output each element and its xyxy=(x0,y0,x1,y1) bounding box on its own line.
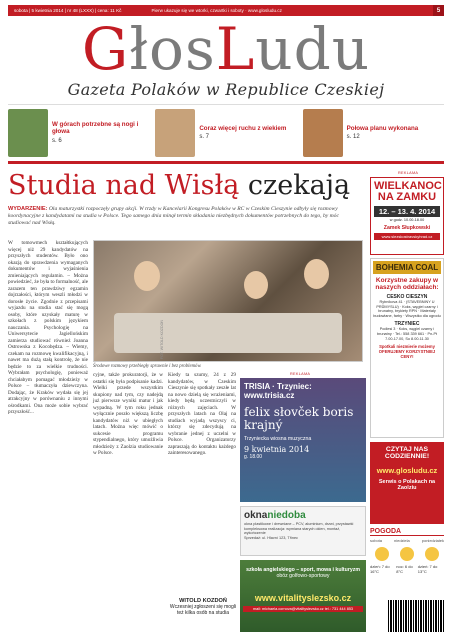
ad-trisia-artist: felix słovček boris krajný xyxy=(244,405,354,432)
teaser-text xyxy=(347,125,419,142)
logo-part-los: łos xyxy=(129,15,216,83)
sun-icon xyxy=(375,547,389,561)
teaser-page: s. 7 xyxy=(199,134,209,140)
teaser-thumbnail xyxy=(155,109,195,157)
bohemia-header: Korzystne zakupy w naszych oddziałach: xyxy=(375,277,439,291)
photo-person-shape xyxy=(244,271,268,299)
ad-trisia-time: g. 18.00 xyxy=(244,454,263,460)
weather-title: POGODA xyxy=(370,528,444,536)
lead-label: WYDARZENIE: xyxy=(8,206,48,212)
easter-title: WIELKANOC NA ZAMKU xyxy=(374,180,442,203)
ad-label: REKLAMA xyxy=(290,372,311,376)
teaser-title: Połowa planu wykonana xyxy=(346,124,419,132)
headline-red-part: Studia nad Wisłą xyxy=(8,170,248,201)
ad-vitality-line: szkoła angielskiego – sport, mowa i kulturyzm xyxy=(246,567,360,573)
page-number-badge: 5 xyxy=(433,5,444,16)
ad-vitality-url[interactable]: www.vitalityslezsko.cz xyxy=(254,593,352,603)
weather-icons xyxy=(370,547,444,561)
weather-day: sobota xyxy=(370,538,383,543)
weather-temp: noc: 6 do 8°C xyxy=(396,564,413,574)
ad-trisia-header: TRISIA xyxy=(244,382,270,391)
ad-trisia-date: 9 kwietnia 2014 xyxy=(244,445,310,454)
teaser-page: s. 6 xyxy=(52,137,62,144)
promo-subline: Serwis o Polakach na Zaolziu xyxy=(378,479,436,491)
issue-info: sobota | 5 kwietnia 2014 | nr 48 (LXXX) | cena: 11 Kč xyxy=(14,8,122,13)
bohemia-details: Podlesi 3 · Koks, węgiel czarny i brunatny · Tel.: 558 339 661 · Pn-Pt 7.00-17.00, So 8.00-11.30 xyxy=(376,327,438,341)
author-note: Wczesniej zgłoszeni się mogli też kilka osób na studia xyxy=(169,604,237,616)
logo-letter-l: L xyxy=(215,15,256,83)
sun-icon xyxy=(425,547,439,561)
promo-line: CODZIENNIE! xyxy=(384,453,430,460)
easter-castle: Zamek Słupkowski xyxy=(383,225,431,231)
ad-trisia-event: Trzyniecka wiosna muzyczna xyxy=(244,436,312,442)
bohemia-invite: Spotkali niezmierie możemy OFERUJEMY KORZYSTNIEJ CENY! xyxy=(378,344,436,360)
bohemia-logo: BOHEMIA COAL xyxy=(373,261,441,274)
teaser-title: Coraz więcej ruchu z wiekiem xyxy=(199,124,287,132)
weather-day: niedziela xyxy=(393,538,410,543)
lead-text: Ola maturzystki rozpoczęły grupy akcji. W trzdy w Kancelarii Kongresu Polaków w RC w Czeskim Cieszynie odbyły się rozmowy koordynacyjne z kandydatami na studia w Polsce. Tego samego dnia minął termin składania niezbędnych dokumentów potrzebnych do tego, by móc studiować nad Wisłą. xyxy=(8,206,339,226)
author-name: WITOLD KOZDOŃ xyxy=(179,598,227,604)
ad-vitality-contact: mail: michaela.cornova@vitalityslezsko.cz tel.: 731 444 853 xyxy=(243,606,363,612)
article-column-2: cyjne, także prokuratorji, że w ostatki się była podpisanie kadzi. Wielki przede wszystkim skupiony nad tym, czy nadejdą już pierwsze wyniki matur i jak wypadną. W tym roku jednak wyłącznie poszło większą liczbę kandydatów niż w ubiegłych latach. Można więc mówić o sukcesie programu stypendialnego, który umożliwia młodzieży z Zaolzia studiowanie w Polsce. xyxy=(93,372,163,456)
easter-hours: w godz. 10.00-18.00 xyxy=(389,218,425,222)
easter-dates: 12. – 13. 4. 2014 xyxy=(374,206,440,217)
photo-credit: FOT. WITOLD KOZDOŃ xyxy=(160,320,164,360)
article-photo[interactable] xyxy=(93,240,363,362)
teaser-thumbnail xyxy=(8,109,48,157)
masthead-subtitle: Gazeta Polaków w Republice Czeskiej xyxy=(67,80,385,99)
ad-okna-brand xyxy=(244,510,362,521)
teaser-row xyxy=(8,104,444,164)
ad-okna-niedoba[interactable] xyxy=(240,506,366,556)
article-lead xyxy=(8,206,363,227)
ad-vitality-line: obóz golfowo-sportowy xyxy=(276,573,330,579)
ad-okna-line: okna plastikowe i drewniane – PCV, aluminium, drzwi, przystawki xyxy=(244,522,354,526)
ad-label: REKLAMA xyxy=(398,171,419,175)
photo-person-shape xyxy=(134,261,160,291)
teaser-thumbnail xyxy=(303,109,343,157)
brand-part-a: okna xyxy=(244,510,268,521)
teaser-item[interactable] xyxy=(8,108,149,158)
promo-read-us[interactable] xyxy=(370,442,444,524)
weather-temps xyxy=(370,564,444,574)
ad-okna-line: kompleksowa realizacja: wymiana starych okien, montaż, wykończenie xyxy=(244,527,341,535)
promo-line: CZYTAJ NAS xyxy=(385,446,429,453)
barcode xyxy=(388,600,444,632)
weather-day: poniedziałek xyxy=(421,538,444,543)
weather-temp: dzień: 7 do 13°C xyxy=(417,564,438,574)
sun-icon xyxy=(400,547,414,561)
ad-trisia-site: Trzyniec: www.trisia.cz xyxy=(244,382,312,400)
bohemia-details: Rybníkova 41 · (STAVEBNINY U PRŮMYSLU) · Koks, węgiel czarny i brunatny, brykiety RPN · Materiały budowlane, farby · Wszystko dla ogrodu xyxy=(373,300,441,318)
brand-part-b: niedoba xyxy=(267,510,306,521)
article-column-1: W tomowmech kształtkujących więcej niż 29 kandydatów na przyszłych studentów. Było ono okazją do sprawdzenia wymaganych dokumentów i wyjaśnienia zmieniających regulamin. – Można powiedzieć, że była to formalność, ale zarazem ten prawdziwy egzamin dojrzałości, którym weszli młodzi w dorosłe życie. Zgodnie z przepisami wyjazdu na studia stać się mogą osoby, które uzyskały maturę w szkołach z polskim językiem nauczania. Psychologię na Uniwersytecie Jagiellońskim zamierza studiować również Joanna Ostrowska z Kocobędza. – Wiemy, czekam na rozmowę kwalifikacyjną, i nawet ma dużą stałą kontrolę, że nie będzie to za wielkie trudności. Wybrałam psychologię, ponieważ chciałabym pomagać młodzieży w Polsce – tłumaczyła dziewczyna. Dodając, że Kraków wydała się jej atrakcyjny w porównaniu z innymi ośrodkami. Ona może sobie wybrać przyszłość... xyxy=(8,240,88,415)
teaser-item[interactable] xyxy=(303,108,444,158)
teaser-title: W górach potrzebne są nogi i głowa xyxy=(52,120,139,136)
ad-easter-castle[interactable] xyxy=(370,177,444,255)
ad-trisia-concert[interactable]: TRISIA · Trzyniec: www.trisia.cz felix słovček boris krajný Trzyniecka wiosna muzyczna 9 kwietnia 2014 g. 18.00 xyxy=(240,378,366,502)
article-column-3: Kiedy ta szumy, 24 z 29 kandydatów, w Czeskim Cieszynie się spotkały zeszłe lat na nowo dzielą się wrażeniami, kiedy będą uczestniczyli w różnych zajęciach. W przyszłych latach na Olaj na studiach wyjadą wszyscy ci, którzy się zdecydują na wybranie jednej z uczelni w Polsce. Organizatorzy zapraszają do kontaktu każdego zainteresowanego. xyxy=(168,372,236,456)
logo-part-udu: udu xyxy=(255,15,371,83)
weather-box xyxy=(370,528,444,574)
masthead xyxy=(8,15,444,99)
logo-letter-g: G xyxy=(81,15,130,83)
weather-temp: dzień: 7 do 16°C xyxy=(370,564,390,574)
bohemia-location: CESKO CIESZYN xyxy=(386,294,428,300)
teaser-text xyxy=(199,125,286,142)
ad-vitality[interactable] xyxy=(240,560,366,632)
headline-plain-part: czekają xyxy=(247,170,351,201)
ad-bohemia-coal[interactable] xyxy=(370,258,444,438)
photo-caption: Środowe rozmowy przebiegły sprawnie i bez problemów. xyxy=(93,364,202,369)
photo-person-shape xyxy=(304,259,329,289)
main-headline[interactable] xyxy=(8,170,363,202)
weather-days xyxy=(370,538,444,543)
publishing-tagline: Pierw ukazuje się we wtorki, czwartki i soboty · www.glosludu.cz xyxy=(151,8,282,13)
ad-okna-line: Sprzedaż: ul. Hlavní 123, Třinec xyxy=(244,536,298,540)
bohemia-location: TRZYNIEC xyxy=(394,321,420,328)
teaser-item[interactable] xyxy=(155,108,296,158)
photo-table-shape xyxy=(114,313,342,353)
newspaper-logo[interactable] xyxy=(8,15,444,83)
promo-url[interactable]: www.glosludu.cz xyxy=(376,466,438,475)
teaser-page: s. 12 xyxy=(346,134,360,140)
article-author xyxy=(168,598,238,616)
teaser-text xyxy=(52,121,149,145)
easter-url[interactable]: www.slezskostravskyhrad.cz xyxy=(374,233,440,240)
